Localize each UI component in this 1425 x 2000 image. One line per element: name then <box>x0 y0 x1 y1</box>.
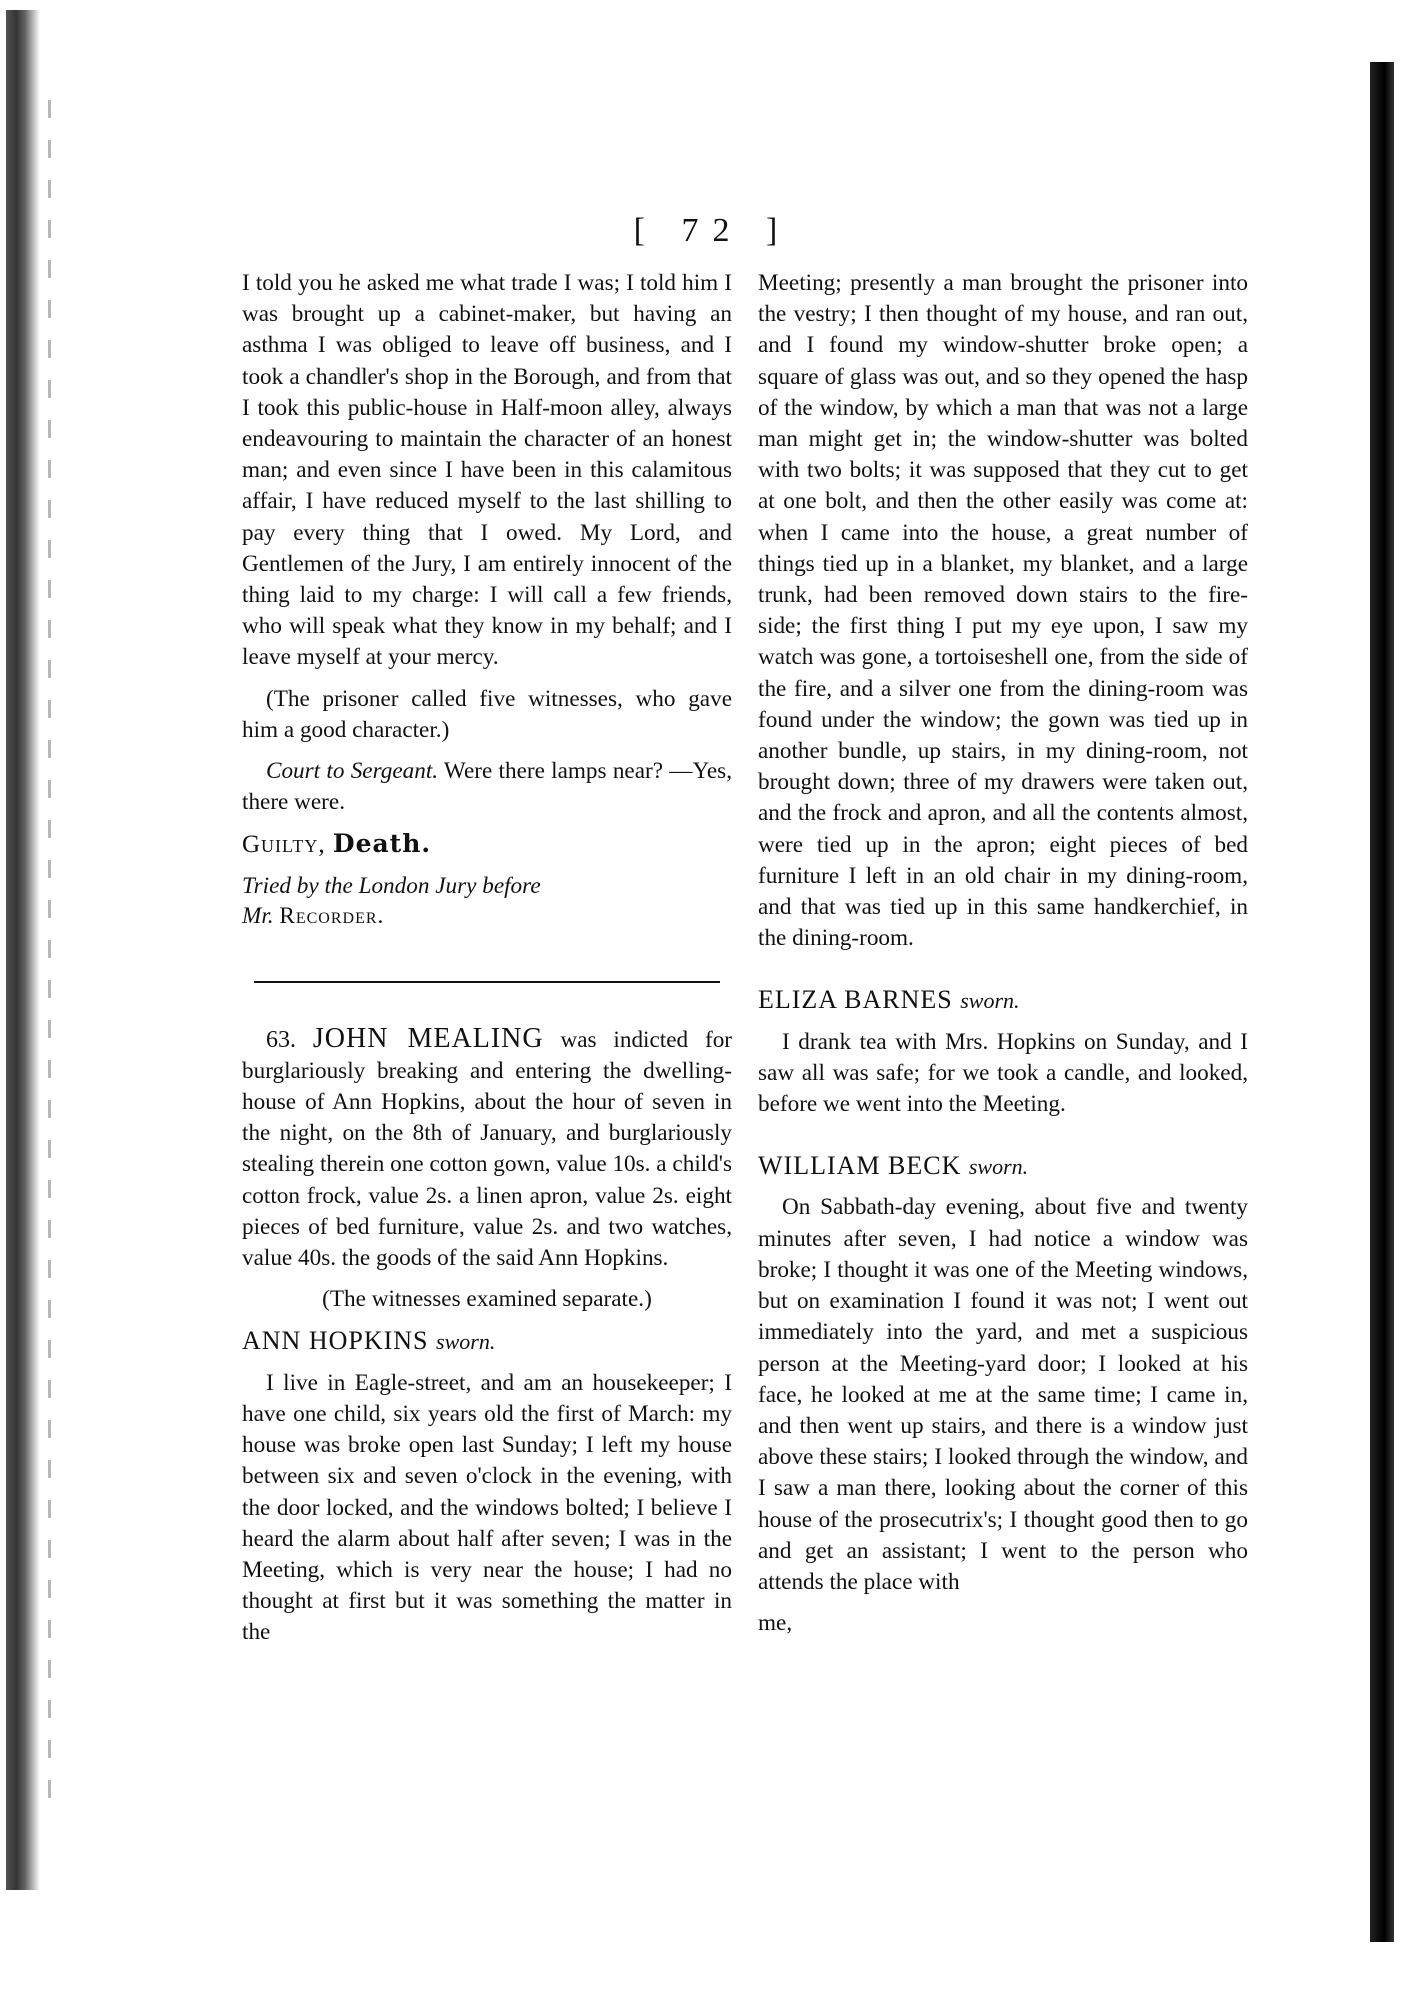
defendant-name: JOHN MEALING <box>312 1022 544 1054</box>
scan-binding-shadow <box>6 10 40 1890</box>
sworn-label: sworn. <box>436 1329 496 1355</box>
case-number: 63. <box>266 1026 296 1053</box>
sworn-label: sworn. <box>968 1154 1029 1180</box>
witness-heading-ann-hopkins <box>242 1325 732 1357</box>
left-column <box>242 268 732 1649</box>
verdict-guilty: Guilty, <box>242 831 326 859</box>
scan-right-edge-bar <box>1370 62 1394 1942</box>
sworn-label: sworn. <box>960 988 1020 1014</box>
verdict <box>242 828 732 860</box>
tried-by-text: Tried by the London Jury before <box>242 872 541 899</box>
court-question-text: Were there lamps near? —Yes, there were. <box>242 758 733 816</box>
witness-heading-eliza-barnes <box>758 984 1248 1016</box>
defense-statement: I told you he asked me what trade I was; I told him I was brought up a cabinet-maker, but having an asthma I was obliged to leave off business, and I took a chandler's shop in the Borough, and from that I took this public-house in Half-moon alley, always endeavouring to maintain the character of an honest man; and even since I have been in this calamitous affair, I have reduced myself to the last shilling to pay every thing that I owed. My Lord, and Gentlemen of the Jury, I am entirely innocent of the thing laid to my charge: I will call a few friends, who will speak what they know in my behalf; and I leave myself at your mercy. <box>242 270 732 671</box>
ann-hopkins-testimony-continued: Meeting; presently a man brought the prisoner into the vestry; I then thought of my house, and ran out, and I found my window-shutter broke open; a square of glass was out, and so they opened the hasp of the window, by which a man that was not a large man might get in; the window-shutter was bolted with two bolts; it was supposed that they cut to get at one bolt, and then the other easily was come at: when I came into the house, a great number of things tied up in a blanket, my blanket, and a large trunk, had been removed down stairs to the fire-side; the first thing I put my eye upon, I saw my watch was gone, a tortoiseshell one, from the side of the fire, and a silver one from the dining-room was found under the window; the gown was tied up in another bundle, up stairs, in my dining-room, not brought down; three of my drawers were taken out, and the frock and apron, and all the contents almost, were tied up in the apron; eight pieces of bed furniture I left in an old chair in my dining-room, and that was tied up in this same handkerchief, in the dining-room. <box>758 270 1248 952</box>
indictment-text: was indicted for burglariously breaking and entering the dwelling-house of Ann Hopkins, about the hour of seven in the night, on the 8th of January, and burglariously stealing therein one cotton gown, value 10s. a child's cotton frock, value 2s. a linen apron, value 2s. eight pieces of bed furniture, value 2s. and two watches, value 40s. the goods of the said Ann Hopkins. <box>242 1026 733 1272</box>
witnesses-separate-note: (The witnesses examined separate.) <box>322 1286 652 1313</box>
ann-hopkins-testimony: I live in Eagle-street, and am an housekeeper; I have one child, six years old the first of March: my house was broke open last Sunday; I left my house between six and seven o'clock in the evening, with the door locked, and the windows bolted; I believe I heard the alarm about half after seven; I was in the Meeting, which is very near the house; I had no thought at first but it was something the matter in the <box>242 1369 732 1646</box>
scan-edge-marks <box>48 100 51 1800</box>
tried-by-line <box>242 871 732 931</box>
william-beck-testimony: On Sabbath-day evening, about five and twenty minutes after seven, I had notice a window was broke; I thought it was one of the Meeting windows, but on examination I found it was not; I went out immediately into the yard, and met a suspicious person at the Meeting-yard door; I looked at his face, he looked at me at the same time; I came in, and then went up stairs, and there is a window just above these stairs; I looked through the window, and I saw a man there, looking about the corner of this house of the prosecutrix's; I thought good then to go and get an assistant; I went to the person who attends the place with <box>758 1194 1248 1595</box>
witness-name: ANN HOPKINS <box>242 1326 429 1356</box>
court-speaker: Court to Sergeant. <box>266 758 439 785</box>
section-divider <box>254 981 720 983</box>
tried-mr: Mr. <box>242 902 274 929</box>
court-question <box>242 756 732 818</box>
character-witnesses-note: (The prisoner called five witnesses, who gave him a good character.) <box>242 685 732 743</box>
verdict-sentence: Death. <box>332 829 432 859</box>
page-number: [ 72 ] <box>633 212 792 249</box>
right-column <box>758 268 1248 1639</box>
eliza-barnes-testimony: I drank tea with Mrs. Hopkins on Sunday, and I saw all was safe; for we took a candle, and looked, before we went into the Meeting. <box>758 1028 1248 1118</box>
witness-name: ELIZA BARNES <box>758 985 953 1015</box>
witness-heading-william-beck <box>758 1150 1248 1182</box>
witness-name: WILLIAM BECK <box>758 1151 962 1181</box>
catchword: me, <box>758 1610 793 1637</box>
tried-recorder: Recorder. <box>279 902 385 929</box>
indictment-paragraph <box>242 1023 732 1275</box>
